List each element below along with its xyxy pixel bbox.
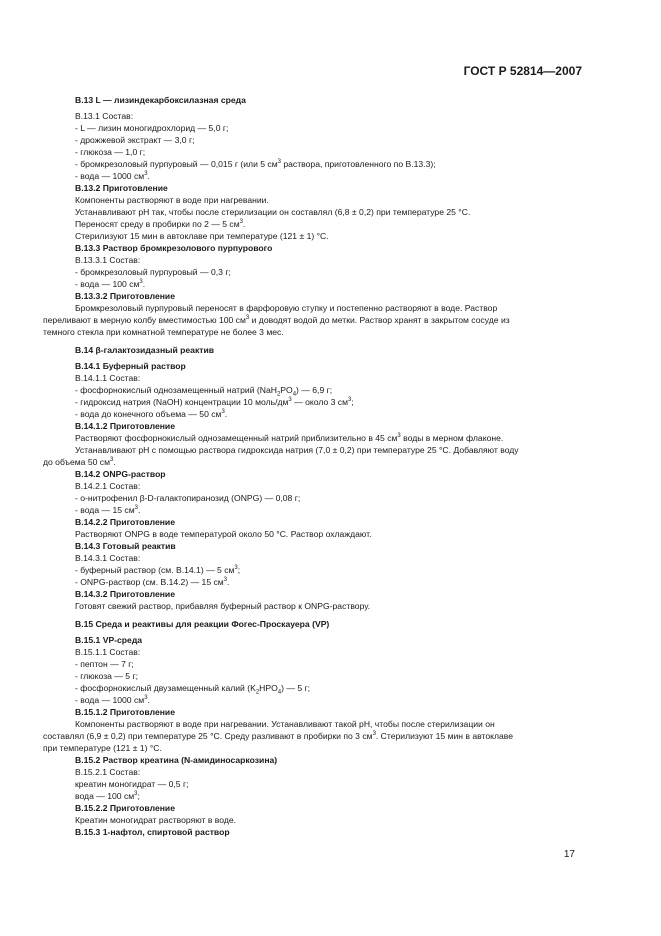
section-heading-b15: В.15 Среда и реактивы для реакции Фогес-Проскауера (VP)	[75, 619, 330, 629]
section-heading-b14: В.14 β-галактозидазный реактив	[75, 345, 215, 355]
text-line: Устанавливают pH так, чтобы после стерилизации он составлял (6,8 ± 0,2) при температуре 25 °С.	[75, 207, 471, 217]
text-line: В.13.3.1 Состав:	[75, 255, 141, 265]
text-line: Переносят среду в пробирки по 2 — 5 $см^3$.	[75, 219, 246, 229]
text-line: Растворяют ONPG в воде температурой около 50 °С. Раствор охлаждают.	[75, 529, 372, 539]
subsection-heading: В.14.1 Буферный раствор	[75, 361, 186, 371]
text-line: до объема 50 $см^3$.	[43, 457, 116, 467]
document-header: ГОСТ Р 52814—2007	[463, 64, 582, 78]
text-line: - вода — 1000 $см^3$.	[75, 695, 150, 705]
text-line: Креатин моногидрат растворяют в воде.	[75, 815, 237, 825]
text-line: составлял (6,9 ± 0,2) при температуре 25 °С. Среду разливают в пробирки по 3 $см^3$. Стерилизуют 15 мин в автоклаве	[43, 731, 514, 741]
text-line: при температуре (121 ± 1) °С.	[43, 743, 162, 753]
text-line: - бромкрезоловый пурпуровый — 0,015 г (или 5 $см^3$ раствора, приготовленного по В.13.3);	[75, 159, 436, 169]
text-line: вода — 100 $см^3$;	[75, 791, 140, 801]
subsection-heading: В.15.3 1-нафтол, спиртовой раствор	[75, 827, 230, 837]
subsection-heading: В.15.1 VP-среда	[75, 635, 143, 645]
text-line: В.15.2.1 Состав:	[75, 767, 141, 777]
text-line: Устанавливают pH с помощью раствора гидроксида натрия (7,0 ± 0,2) при температуре 25 °С. Добавляют воду	[75, 445, 519, 455]
text-line: темного стекла при комнатной температуре не более 3 мес.	[43, 327, 284, 337]
text-line: - фосфорнокислый однозамещенный натрий $(NaH_2PO_4)$ — 6,9 г;	[75, 385, 333, 398]
subsection-heading: В.15.2 Раствор креатина (N-амидиносаркозина)	[75, 755, 278, 765]
text-line: - вода — 1000 $см^3$.	[75, 171, 150, 181]
text-line: переливают в мерную колбу вместимостью 100 $см^3$ и доводят водой до метки. Раствор хранят в закрытом сосуде из	[43, 315, 510, 325]
subsection-heading: В.14.2.2 Приготовление	[75, 517, 175, 527]
subsection-heading: В.14.2 ONPG-раствор	[75, 469, 166, 479]
text-line: - гидроксид натрия (NaOH) концентрации 10 моль/$дм^3$ — около 3 $см^3$;	[75, 397, 354, 407]
text-line: В.15.1.1 Состав:	[75, 647, 141, 657]
text-line: - о-нитрофенил β-D-галактопиранозид (ONPG) — 0,08 г;	[75, 493, 301, 503]
text-line: - глюкоза — 1,0 г;	[75, 147, 146, 157]
text-line: Готовят свежий раствор, прибавляя буферный раствор к ONPG-раствору.	[75, 601, 371, 611]
subsection-heading: В.13.2 Приготовление	[75, 183, 168, 193]
subsection-heading: В.14.3.2 Приготовление	[75, 589, 175, 599]
text-line: - L — лизин моногидрохлорид — 5,0 г;	[75, 123, 229, 133]
subsection-heading: В.13.3 Раствор бромкрезолового пурпурового	[75, 243, 273, 253]
text-line: - вода — 100 $см^3$.	[75, 279, 146, 289]
text-line: В.14.2.1 Состав:	[75, 481, 141, 491]
text-line: В.14.1.1 Состав:	[75, 373, 141, 383]
text-line: - пептон — 7 г;	[75, 659, 134, 669]
text-line: - вода — 15 $см^3$.	[75, 505, 141, 515]
text-line: - буферный раствор (см. В.14.1) — 5 $см^3$;	[75, 565, 241, 575]
subsection-heading: В.15.1.2 Приготовление	[75, 707, 175, 717]
text-line: - фосфорнокислый двузамещенный калий $(K_2HPO_4)$ — 5 г;	[75, 683, 311, 696]
text-line: креатин моногидрат — 0,5 г;	[75, 779, 189, 789]
text-line: Компоненты растворяют в воде при нагревании. Устанавливают такой pH, чтобы после стерилизации он	[75, 719, 495, 729]
text-line: - дрожжевой экстракт — 3,0 г;	[75, 135, 195, 145]
text-line: Бромкрезоловый пурпуровый переносят в фарфоровую ступку и постепенно растворяют в воде. Раствор	[75, 303, 498, 313]
text-line: Компоненты растворяют в воде при нагревании.	[75, 195, 269, 205]
text-line: - ONPG-раствор (см. В.14.2) — 15 $см^3$.	[75, 577, 230, 587]
page-number: 17	[563, 849, 575, 860]
subsection-heading: В.15.2.2 Приготовление	[75, 803, 175, 813]
text-line: - глюкоза — 5 г;	[75, 671, 138, 681]
text-line: - вода до конечного объема — 50 $см^3$.	[75, 409, 228, 419]
text-line: Стерилизуют 15 мин в автоклаве при температуре (121 ± 1) °С.	[75, 231, 329, 241]
subsection-heading: В.14.3 Готовый реактив	[75, 541, 176, 551]
subsection-heading: В.14.1.2 Приготовление	[75, 421, 175, 431]
text-line: В.13.1 Состав:	[75, 111, 134, 121]
text-line: В.14.3.1 Состав:	[75, 553, 141, 563]
text-line: - бромкрезоловый пурпуровый — 0,3 г;	[75, 267, 231, 277]
section-heading-b13: В.13 L — лизиндекарбоксилазная среда	[75, 95, 246, 105]
subsection-heading: В.13.3.2 Приготовление	[75, 291, 175, 301]
text-line: Растворяют фосфорнокислый однозамещенный натрий приблизительно в 45 $см^3$ воды в мерном флаконе.	[75, 433, 504, 443]
